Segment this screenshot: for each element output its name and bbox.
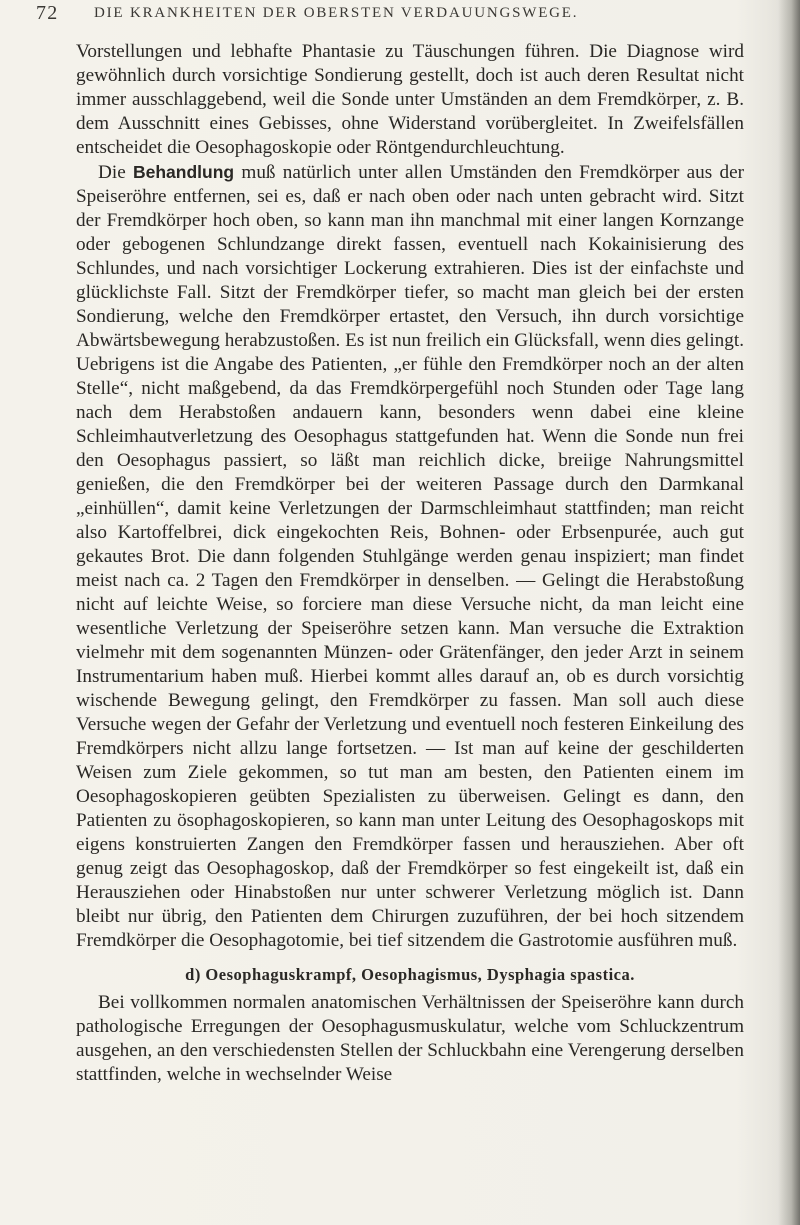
section-heading: d) Oesophaguskrampf, Oesophagismus, Dysphagia spastica. xyxy=(185,965,635,984)
page-header xyxy=(36,0,756,28)
treatment-body: muß natürlich unter allen Umständen den Fremdkörper aus der Speiseröhre entfernen, sei es, daß er nach oben oder nach unten gebracht wird. Sitzt der Fremdkörper hoch oben, so kann man ihn manchmal mit einer langen Kornzange oder gebogenen Schlundzange direkt fassen, eventuell nach Kokainisierung des Schlundes, und nach vorsichtiger Lockerung extrahieren. Dies ist der einfachste und glücklichste Fall. Sitzt der Fremdkörper tiefer, so macht man gleich bei der ersten Sondierung, welche den Fremdkörper ertastet, den Versuch, ihn durch vorsichtige Abwärtsbewegung herabzustoßen. Es ist nun freilich ein Glücksfall, wenn dies gelingt. Uebrigens ist die Angabe des Patienten, „er fühle den Fremdkörper noch an der alten Stelle“, nicht maßgebend, da das Fremdkörpergefühl noch Stunden oder Tage lang nach dem Herabstoßen andauern kann, besonders wenn dabei eine kleine Schleimhautverletzung des Oesophagus stattgefunden hat. Wenn die Sonde nun frei den Oesophagus passiert, so läßt man reichlich dicke, breiige Nahrungsmittel genießen, die den Fremdkörper bei der weiteren Passage durch den Darmkanal „einhüllen“, damit keine Verletzungen der Darmschleimhaut stattfinden; man reicht also Kartoffelbrei, dick eingekochten Reis, Bohnen- oder Erbsenpurée, auch gut gekautes Brot. Die dann folgenden Stuhlgänge werden genau inspiziert; man findet meist nach ca. 2 Tagen den Fremdkörper in denselben. — Gelingt die Herabstoßung nicht auf leichte Weise, so forciere man diese Versuche nicht, da man leicht eine wesentliche Verletzung der Speiseröhre setzen kann. Man versuche die Extraktion vielmehr mit dem sogenannten Münzen- oder Grätenfänger, den jeder Arzt in seinem Instrumentarium haben muß. Hierbei kommt alles darauf an, ob es durch vorsichtig wischende Bewegung gelingt, den Fremdkörper zu fassen. Man soll auch diese Versuche wegen der Gefahr der Verletzung und eventuell noch festeren Einkeilung des Fremdkörpers nicht allzu lange fortsetzen. — Ist man auf keine der geschilderten Weisen zum Ziele gekommen, so tut man am besten, den Patienten einem im Oesophagoskopieren geübten Spezialisten zu überweisen. Gelingt es dann, den Patienten zu ösophagoskopieren, so kann man unter Leitung des Oesophagoskops mit eigens konstruierten Zangen den Fremdkörper fassen und herausziehen. Aber oft genug zeigt das Oesophagoskop, daß der Fremdkörper so fest eingekeilt ist, daß ein Herausziehen oder Hinabstoßen nur unter schwerer Verletzung möglich ist. Dann bleibt nur übrig, den Patienten dem Chirurgen zuzuführen, der bei hoch sitzendem Fremdkörper die Oesophagotomie, bei tief sitzendem die Gastrotomie ausführen muß. xyxy=(76,162,744,951)
running-head: DIE KRANKHEITEN DER OBERSTEN VERDAUUNGSWEGE. xyxy=(94,5,579,21)
body-text xyxy=(76,40,744,1087)
page-edge-shadow xyxy=(778,0,800,1225)
paragraph-diagnosis: Vorstellungen und lebhafte Phantasie zu Täuschungen führen. Die Diagnose wird gewöhnlich durch vorsichtige Sondierung gestellt, doch ist auch deren Resultat nicht immer ausschlaggebend, weil die Sonde unter Umständen an dem Fremdkörper, z. B. dem Ausschnitt eines Gebisses, ohne Widerstand vorübergleitet. In Zweifelsfällen entscheidet die Oesophagoskopie oder Röntgendurchleuchtung. xyxy=(76,41,744,158)
paragraph-treatment xyxy=(76,160,744,953)
page-number: 72 xyxy=(36,2,59,24)
paragraph-spasm: Bei vollkommen normalen anatomischen Verhältnissen der Speiseröhre kann durch pathologische Erregungen der Oesophagusmuskulatur, welche vom Schluckzentrum ausgehen, an den verschiedensten Stellen der Schluckbahn eine Verengerung derselben stattfinden, welche in wechselnder Weise xyxy=(76,992,744,1085)
lead-word: Die xyxy=(98,162,126,183)
treatment-keyword: Behandlung xyxy=(133,162,235,182)
